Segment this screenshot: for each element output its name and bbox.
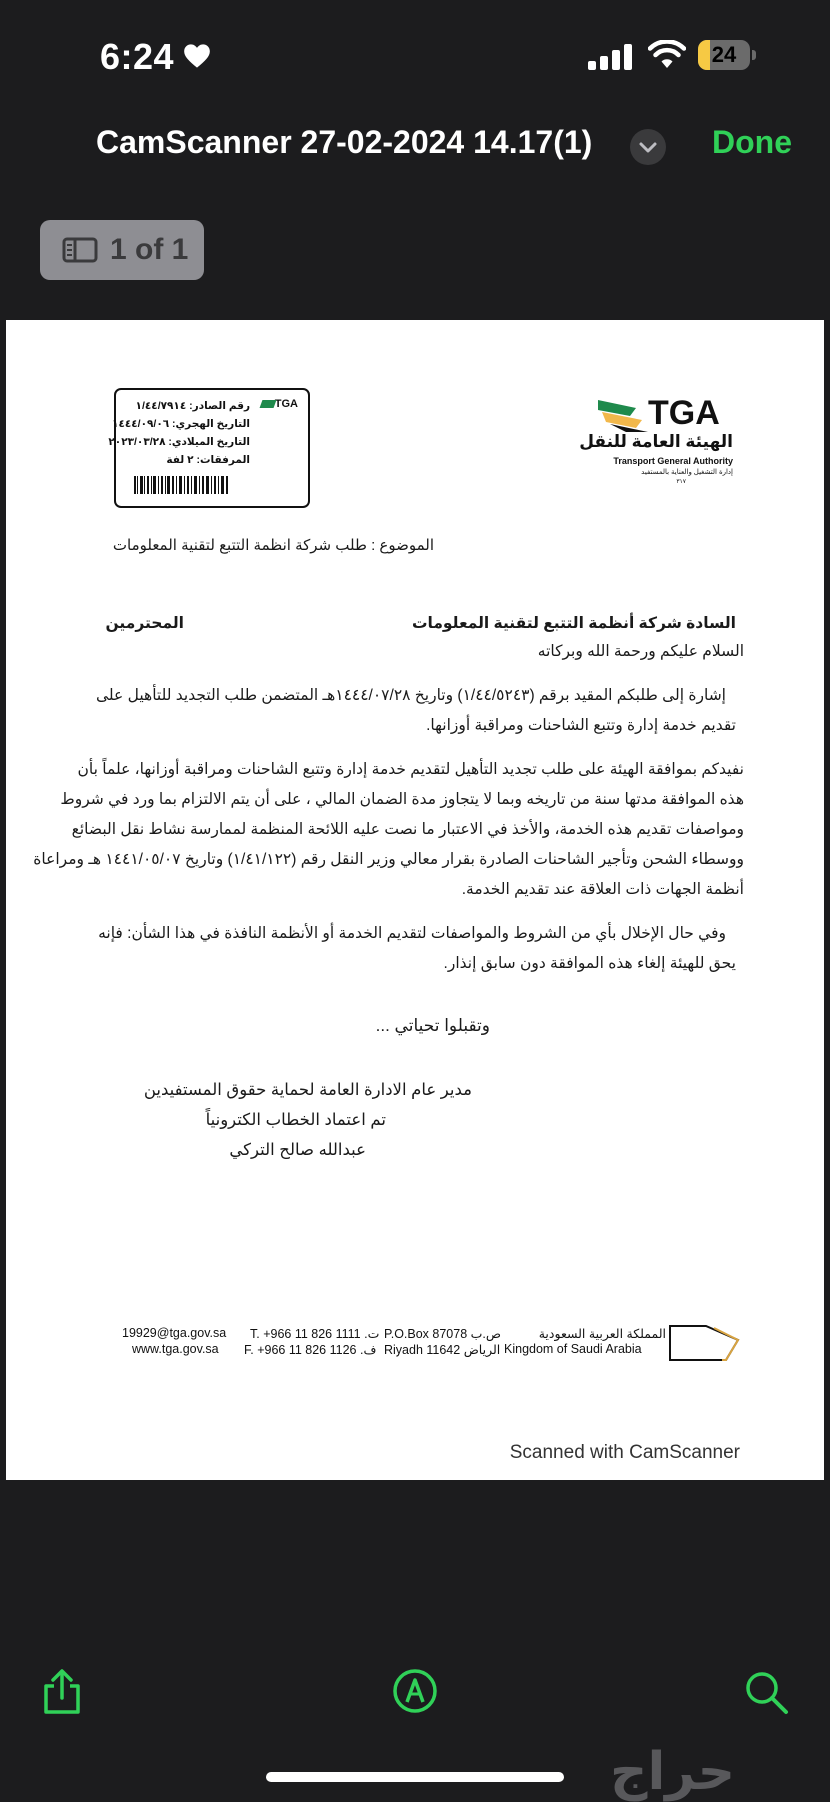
- signature-title: مدير عام الادارة العامة لحماية حقوق المستفيدين: [143, 1081, 472, 1099]
- markup-icon[interactable]: [392, 1668, 438, 1714]
- reference-brand: TGA: [258, 398, 298, 410]
- watermark: حراج: [610, 1743, 736, 1801]
- paragraph-line: ومواصفات تقديم هذه الخدمة، والأخذ في الاعتبار ما نصت عليه اللائحة المنظمة لممارسة نشاط نقل البضائع: [71, 821, 744, 838]
- chevron-down-icon: [630, 129, 666, 165]
- signature-approval: تم اعتماد الخطاب الكترونياً: [205, 1111, 386, 1129]
- home-indicator[interactable]: [266, 1772, 564, 1782]
- paragraph-line: تقديم خدمة إدارة وتتبع الشاحنات ومراقبة أوزانها.: [426, 717, 736, 734]
- paragraph-line: وفي حال الإخلال بأي من الشروط والمواصفات لتقديم الخدمة أو الأنظمة النافذة في هذا الشأن: فإنه: [98, 925, 726, 942]
- signal-icon: [588, 44, 634, 70]
- footer-city: Riyadh 11642 الرياض: [384, 1343, 501, 1357]
- footer-kingdom-en: Kingdom of Saudi Arabia: [504, 1342, 642, 1356]
- signature-name: عبدالله صالح التركي: [229, 1141, 366, 1159]
- page-indicator[interactable]: [40, 220, 204, 280]
- tga-emblem-icon: [596, 394, 652, 434]
- paragraph-line: هذه الموافقة مدتها سنة من تاريخه وبما لا يتجاوز مدة الضمان المالي ، على أن يتم الالتزام بما ورد في شروط: [60, 791, 744, 808]
- attachments: المرفقات: ٢ لفة: [166, 454, 250, 466]
- saudi-emblem-icon: [666, 1322, 742, 1362]
- logo-code: ٣١٧: [676, 479, 686, 485]
- page-indicator-label: 1 of 1: [110, 233, 189, 266]
- gregorian-date: التاريخ الميلادي: ٢٠٢٣/٠٣/٢٨: [108, 436, 250, 448]
- barcode: [134, 476, 230, 494]
- paragraph-line: يحق للهيئة إلغاء هذه الموافقة دون سابق إنذار.: [443, 955, 736, 972]
- logo-subtitle: إدارة التشغيل والعناية بالمستفيد: [641, 469, 733, 476]
- hijri-date: التاريخ الهجري: ١٤٤٤/٠٩/٠٦: [112, 418, 250, 430]
- tga-logo: [579, 390, 746, 485]
- title-menu-button[interactable]: [630, 129, 666, 165]
- done-button[interactable]: Done: [712, 124, 792, 160]
- footer-phone: T. +966 11 826 1111 .ت: [250, 1327, 380, 1341]
- heart-icon: [183, 43, 211, 69]
- sidebar-icon: [62, 237, 98, 263]
- logo-brand: TGA: [648, 394, 720, 432]
- subject-line: الموضوع : طلب شركة انظمة التتبع لتقنية المعلومات: [112, 537, 434, 554]
- search-icon[interactable]: [742, 1668, 790, 1716]
- battery-indicator: [698, 40, 754, 70]
- scanned-document: [6, 320, 824, 1480]
- paragraph-line: أنظمة الجهات ذات العلاقة عند تقديم الخدمة.: [461, 881, 744, 898]
- reference-stamp: [108, 388, 310, 508]
- logo-arabic: الهيئة العامة للنقل: [579, 432, 733, 451]
- paragraph-line: ووسطاء الشحن وتأجير الشاحنات الصادرة بقرار معالي وزير النقل رقم (١/٤١/١٢٢) وتاريخ ١٤٤١/٠٥/٠٧ هـ ومراعاة: [33, 851, 744, 868]
- addressee: السادة شركة أنظمة التتبع لتقنية المعلومات: [411, 615, 736, 632]
- footer-fax: F. +966 11 826 1126 .ف: [244, 1343, 377, 1357]
- document-title[interactable]: CamScanner 27-02-2024 14.17(1): [96, 124, 593, 160]
- scanner-label: Scanned with CamScanner: [509, 1442, 740, 1463]
- footer-pobox: P.O.Box 87078 ص.ب: [384, 1327, 501, 1341]
- wifi-icon: [648, 40, 686, 70]
- footer-web: www.tga.gov.sa: [132, 1342, 219, 1356]
- issued-number: رقم الصادر: ١/٤٤/٧٩١٤: [135, 400, 250, 412]
- greeting: السلام عليكم ورحمة الله وبركاته: [537, 643, 744, 660]
- share-icon[interactable]: [38, 1668, 86, 1716]
- respected: المحترمين: [105, 615, 184, 632]
- footer-kingdom-ar: المملكة العربية السعودية: [538, 1327, 666, 1341]
- logo-english: Transport General Authority: [613, 456, 733, 466]
- paragraph-line: نفيدكم بموافقة الهيئة على طلب تجديد التأهيل لتقديم خدمة إدارة وتتبع الشاحنات ومراقبة أوزانها، علماً بأن: [77, 761, 744, 778]
- paragraph-line: إشارة إلى طلبكم المقيد برقم (١/٤٤/٥٢٤٣) وتاريخ ١٤٤٤/٠٧/٢٨هـ المتضمن طلب التجديد للتأهيل على: [96, 687, 726, 704]
- closing: وتقبلوا تحياتي ...: [375, 1016, 490, 1035]
- battery-percent: 24: [711, 42, 737, 67]
- footer-email: 19929@tga.gov.sa: [122, 1326, 227, 1340]
- status-time: 6:24: [100, 36, 175, 77]
